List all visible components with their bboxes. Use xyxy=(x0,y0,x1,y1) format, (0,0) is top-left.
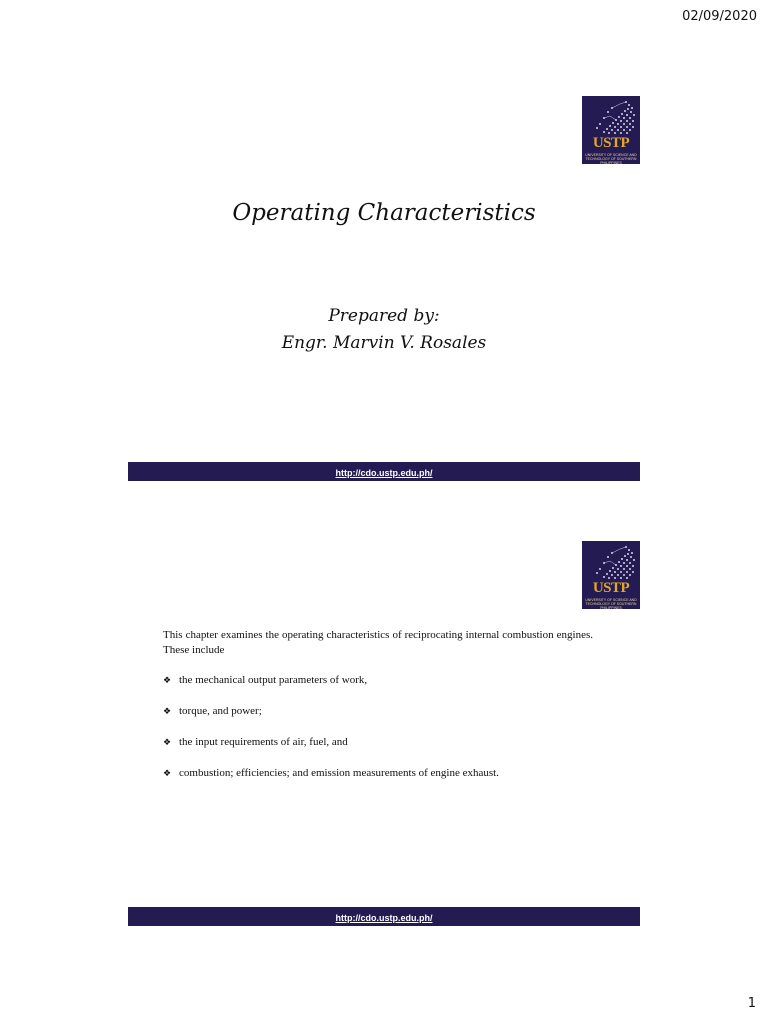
author-block xyxy=(128,303,640,357)
page-number: 1 xyxy=(747,996,756,1011)
diamond-bullet-icon: ❖ xyxy=(163,706,172,716)
list-item xyxy=(163,704,603,735)
logo-wordmark: USTP xyxy=(592,580,630,596)
diamond-bullet-icon: ❖ xyxy=(163,675,172,685)
page-date: 02/09/2020 xyxy=(682,9,757,24)
logo-subtext: UNIVERSITY OF SCIENCE AND TECHNOLOGY OF SOUTHERN PHILIPPINES xyxy=(585,153,637,164)
footer-bar xyxy=(128,462,640,481)
diamond-bullet-icon: ❖ xyxy=(163,737,172,747)
ustp-logo xyxy=(582,541,640,609)
bullet-list xyxy=(163,673,603,797)
list-item xyxy=(163,766,603,797)
list-item-text: the input requirements of air, fuel, and xyxy=(179,736,348,748)
logo-wordmark: USTP xyxy=(592,135,630,151)
list-item-text: combustion; efficiencies; and emission measurements of engine exhaust. xyxy=(179,767,499,779)
website-link[interactable]: http://cdo.ustp.edu.ph/ xyxy=(335,468,433,478)
intro-paragraph: This chapter examines the operating characteristics of reciprocating internal combustion engines. These include xyxy=(163,629,593,656)
author-name: Engr. Marvin V. Rosales xyxy=(281,333,487,353)
slide-title-text: Operating Characteristics xyxy=(232,200,536,226)
list-item-text: torque, and power; xyxy=(179,705,262,717)
ustp-logo xyxy=(582,96,640,164)
footer-bar xyxy=(128,907,640,926)
list-item-text: the mechanical output parameters of work, xyxy=(179,674,368,686)
list-item xyxy=(163,735,603,766)
website-link[interactable]: http://cdo.ustp.edu.ph/ xyxy=(335,913,433,923)
list-item xyxy=(163,673,603,704)
prepared-by-label: Prepared by: xyxy=(328,306,440,326)
slide-title xyxy=(128,96,640,482)
slide-content xyxy=(128,541,640,927)
logo-subtext: UNIVERSITY OF SCIENCE AND TECHNOLOGY OF SOUTHERN PHILIPPINES xyxy=(585,598,637,609)
diamond-bullet-icon: ❖ xyxy=(163,768,172,778)
